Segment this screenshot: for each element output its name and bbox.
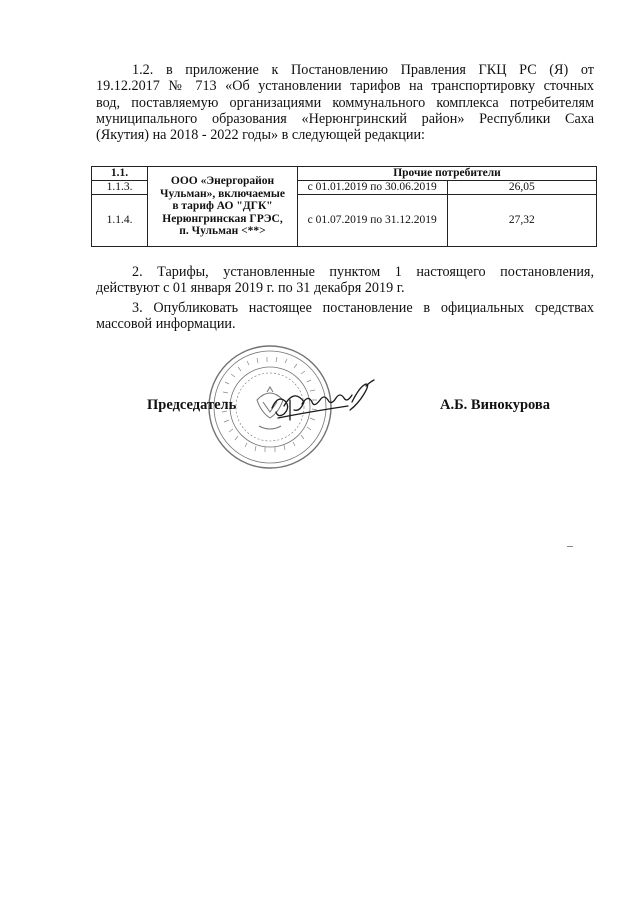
paragraph-2 bbox=[96, 264, 594, 297]
paragraph-3 bbox=[96, 300, 594, 333]
table-cell-value: 26,05 bbox=[447, 181, 597, 195]
group-label: Прочие потребители bbox=[298, 167, 597, 181]
tariff-table bbox=[91, 166, 597, 247]
paragraph-1-2 bbox=[96, 62, 594, 143]
signatory-name: А.Б. Винокурова bbox=[440, 397, 550, 413]
table-cell-value: 27,32 bbox=[447, 195, 597, 247]
paragraph-line: 2. Тарифы, установленные пунктом 1 настоящего постановления, bbox=[132, 264, 594, 280]
table-cell-num: 1.1. bbox=[92, 167, 148, 181]
handwritten-signature bbox=[268, 378, 380, 428]
paragraph-line: 1.2. в приложение к Постановлению Правления ГКЦ РС (Я) от bbox=[132, 62, 594, 78]
paragraph-line: вод, поставляемую организациями коммунального комплекса потребителям bbox=[96, 94, 594, 111]
signatory-title: Председатель bbox=[147, 397, 237, 413]
paragraph-line: муниципального образования «Нерюнгринский район» Республики Саха bbox=[96, 110, 594, 127]
table-cell-num: 1.1.4. bbox=[92, 195, 148, 247]
organization-name: ООО «Энергорайон Чульман», включаемые в тариф АО "ДГК" Нерюнгринская ГРЭС, п. Чульман <**> bbox=[148, 167, 298, 247]
table-header-row bbox=[92, 167, 597, 181]
paragraph-line: массовой информации. bbox=[96, 316, 236, 333]
paragraph-line: (Якутия) на 2018 - 2022 годы» в следующей редакции: bbox=[96, 127, 425, 144]
paragraph-line: 19.12.2017 № 713 «Об установлении тарифов на транспортировку сточных bbox=[96, 78, 594, 95]
table-cell-num: 1.1.3. bbox=[92, 181, 148, 195]
paragraph-line: 3. Опубликовать настоящее постановление в официальных средствах bbox=[132, 300, 594, 316]
table-cell-period: с 01.07.2019 по 31.12.2019 bbox=[298, 195, 448, 247]
table-cell-period: с 01.01.2019 по 30.06.2019 bbox=[298, 181, 448, 195]
paragraph-line: действуют с 01 января 2019 г. по 31 декабря 2019 г. bbox=[96, 280, 405, 297]
scan-mark bbox=[567, 546, 573, 547]
